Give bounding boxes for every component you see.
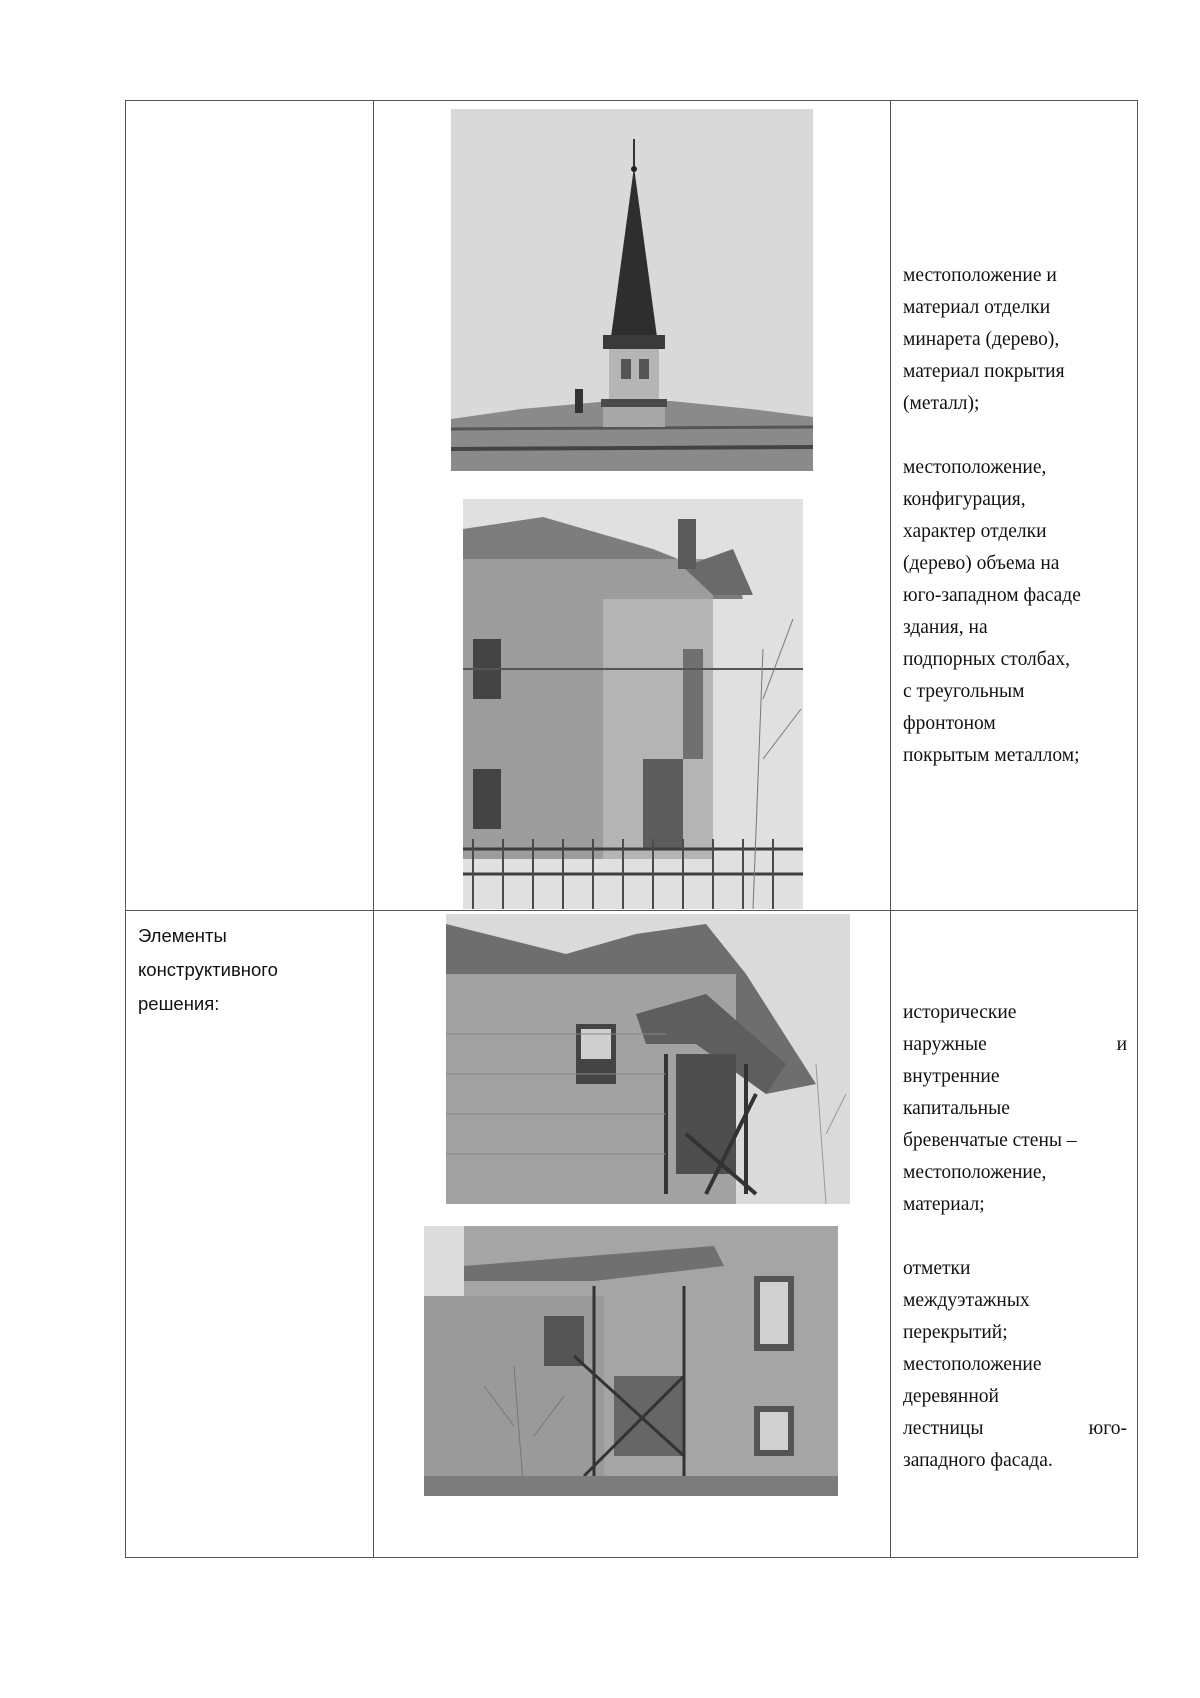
description-line: здания, на <box>903 617 988 638</box>
table-row <box>126 101 1138 911</box>
row2-description <box>891 911 1137 1477</box>
description-line: (дерево) объема на <box>903 553 1060 574</box>
description-line: (металл); <box>903 393 980 414</box>
description-line: юго-западном фасаде <box>903 585 1081 606</box>
description-line: фронтоном <box>903 713 996 734</box>
description-line: минарета (дерево), <box>903 329 1060 350</box>
description-line: бревенчатые стены – <box>903 1130 1077 1151</box>
description-line: капитальные <box>903 1098 1010 1119</box>
row1-photo-cell <box>374 101 891 911</box>
description-line: исторические <box>903 1002 1017 1023</box>
description-word: наружные <box>903 1034 987 1055</box>
paragraph-gap <box>903 420 1127 452</box>
label-line: конструктивного <box>138 959 278 980</box>
description-line: деревянной <box>903 1386 999 1407</box>
description-line: с треугольным <box>903 681 1025 702</box>
description-word: и <box>1116 1034 1127 1055</box>
building-southwest-volume-photo <box>463 499 803 909</box>
description-word: юго- <box>1088 1418 1127 1439</box>
description-line: подпорных столбах, <box>903 649 1070 670</box>
element-group-label <box>138 919 363 1021</box>
description-line: конфигурация, <box>903 489 1026 510</box>
facade-staircase-photo <box>424 1226 838 1496</box>
description-line: перекрытий; <box>903 1322 1008 1343</box>
description-line: западного фасада. <box>903 1450 1053 1471</box>
porch-staircase-photo <box>446 914 850 1204</box>
description-line: внутренние <box>903 1066 1000 1087</box>
description-line: материал отделки <box>903 297 1051 318</box>
description-line <box>903 1413 1127 1445</box>
label-line: решения: <box>138 993 220 1014</box>
description-line: покрытым металлом; <box>903 745 1080 766</box>
description-line: характер отделки <box>903 521 1047 542</box>
description-line: местоположение <box>903 1354 1042 1375</box>
row1-label-cell <box>126 101 374 911</box>
table-row <box>126 911 1138 1558</box>
label-line: Элементы <box>138 925 227 946</box>
description-line: отметки <box>903 1258 971 1279</box>
description-line: материал покрытия <box>903 361 1065 382</box>
description-line: местоположение, <box>903 1162 1047 1183</box>
description-word: лестницы <box>903 1418 984 1439</box>
description-line: междуэтажных <box>903 1290 1030 1311</box>
description-line <box>903 1029 1127 1061</box>
paragraph-gap <box>903 1221 1127 1253</box>
row1-description-cell <box>891 101 1138 911</box>
row2-label-cell <box>126 911 374 1558</box>
description-line: местоположение и <box>903 265 1057 286</box>
row2-description-cell <box>891 911 1138 1558</box>
description-line: материал; <box>903 1194 985 1215</box>
row1-description <box>891 101 1137 772</box>
description-line: местоположение, <box>903 457 1047 478</box>
row2-photo-cell <box>374 911 891 1558</box>
heritage-elements-table <box>125 100 1138 1558</box>
minaret-spire-photo <box>451 109 813 471</box>
